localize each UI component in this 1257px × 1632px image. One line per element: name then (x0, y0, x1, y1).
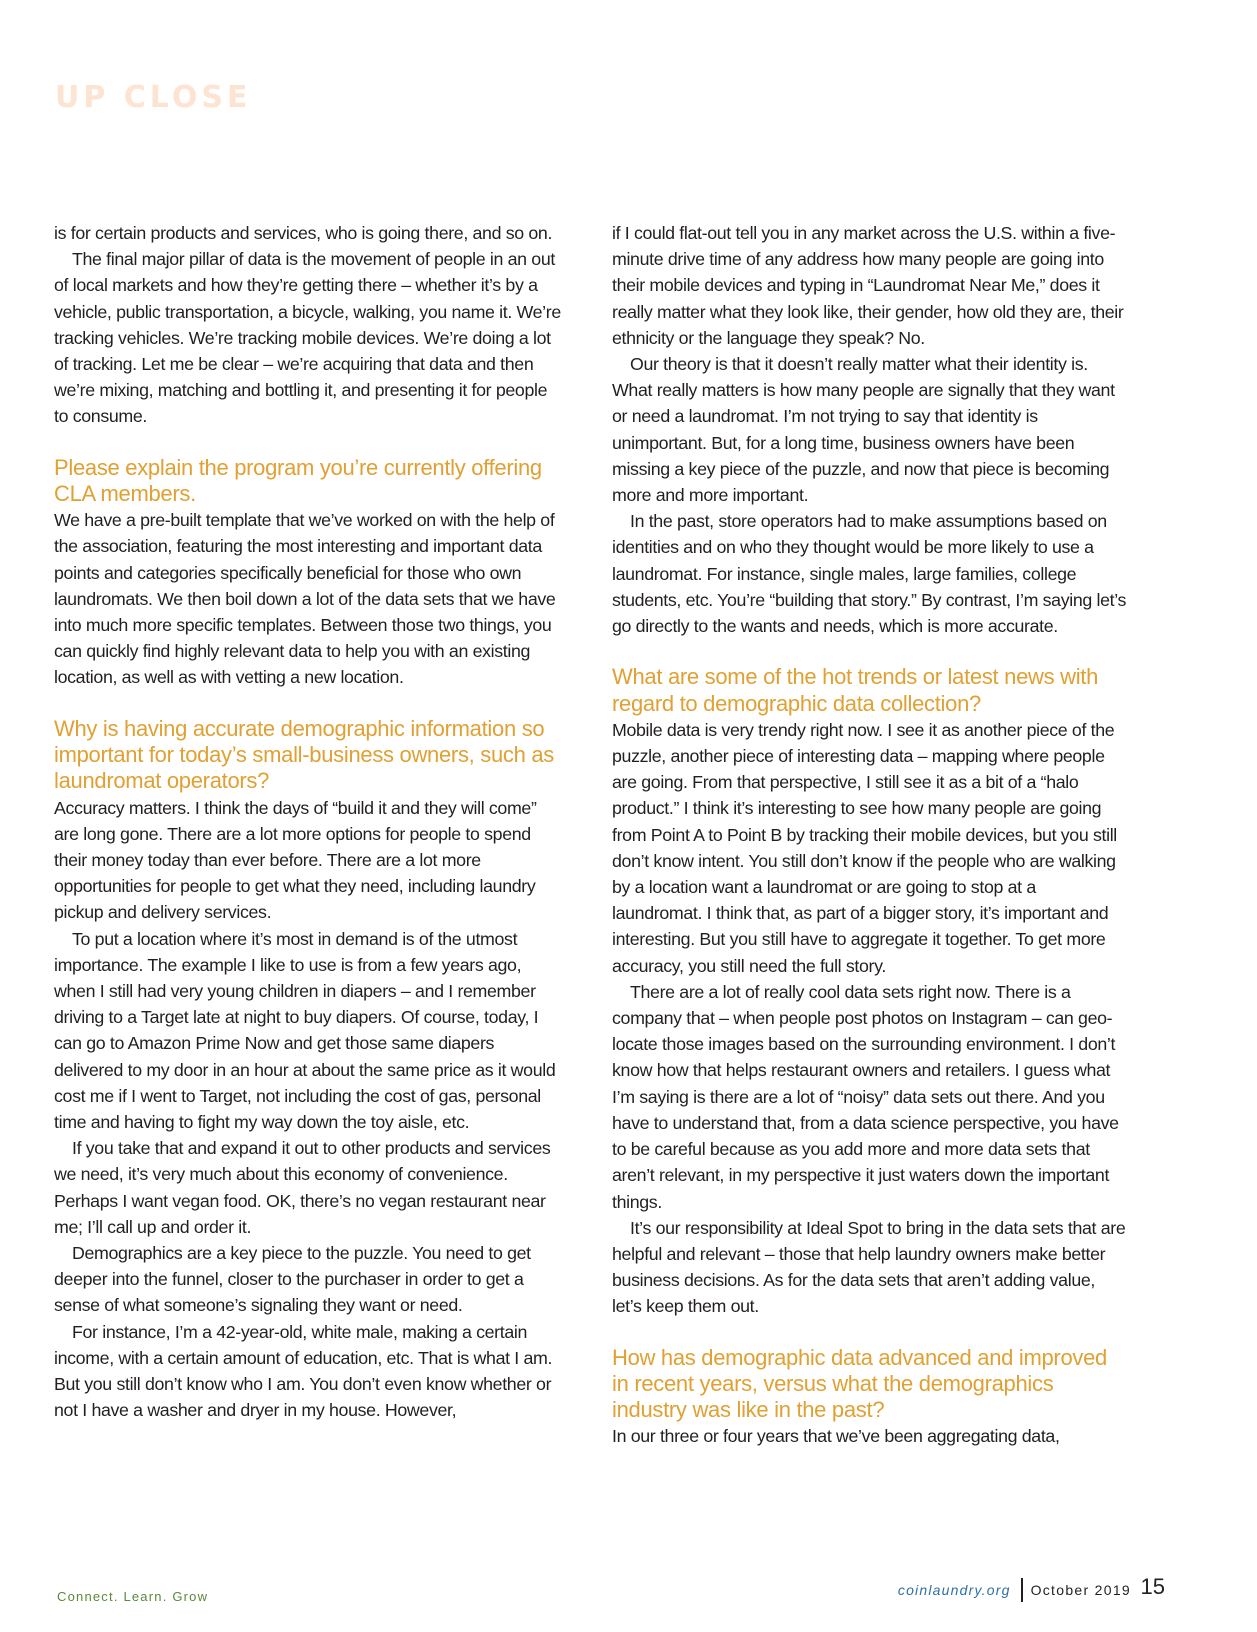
footer-tagline: Connect. Learn. Grow (57, 1589, 209, 1604)
body-paragraph: There are a lot of really cool data sets right now. There is a company that – when people post photos on Instagram – can geo-locate those images based on the surrounding environment. I don’t know how that helps restaurant owners and retailers. I guess what I’m saying is there are a lot of “noisy” data sets out there. And you have to understand that, from a data science perspective, you have to be careful because as you add more and more data sets that aren’t relevant, in my perspective it just waters down the important things. (612, 981, 1119, 1212)
footer-divider (1021, 1578, 1023, 1602)
footer-issue-info (898, 1578, 1131, 1602)
body-paragraph: if I could flat-out tell you in any market across the U.S. within a five-minute drive time of any address how many people are going into their mobile devices and typing in “Laundromat Near Me,” does it really matter what they look like, their gender, how old they are, their ethnicity or the language they speak? No. (612, 223, 1124, 348)
footer-issue-date: October 2019 (1030, 1582, 1131, 1598)
body-paragraph: In our three or four years that we’ve been aggregating data, (612, 1426, 1060, 1447)
right-column (612, 220, 1127, 1450)
body-paragraph: We have a pre-built template that we’ve worked on with the help of the association, featuring the most interesting and important data points and categories specifically beneficial for those who own laundromats. We then boil down a lot of the data sets that we have into much more specific templates. Between those two things, you can quickly find highly relevant data to help you with an existing location, as well as with vetting a new location. (54, 510, 556, 688)
section-heading: Why is having accurate demographic information so important for today’s small-business owners, such as laundromat operators? (54, 715, 554, 794)
body-paragraph: Accuracy matters. I think the days of “build it and they will come” are long gone. There are a lot more options for people to spend their money today than ever before. There are a lot more opportunities for people to get what they need, including laundry pickup and delivery services. (54, 797, 537, 923)
body-paragraph: To put a location where it’s most in demand is of the utmost importance. The example I like to use is from a few years ago, when I still had very young children in diapers – and I remember driving to a Target late at night to buy diapers. Of course, today, I can go to Amazon Prime Now and get those same diapers delivered to my door in an hour at about the same price as it would cost me if I went to Target, not including the cost of gas, personal time and having to fight my way down the toy aisle, etc. (54, 928, 556, 1132)
section-heading: What are some of the hot trends or latest news with regard to demographic data collection? (612, 664, 1099, 716)
body-paragraph: The final major pillar of data is the movement of people in an out of local markets and how they’re getting there – whether it’s by a vehicle, public transportation, a bicycle, walking, you name it. We’re tracking vehicles. We’re tracking mobile devices. We’re doing a lot of tracking. Let me be clear – we’re acquiring that data and then we’re mixing, matching and bottling it, and presenting it for people to consume. (54, 249, 561, 427)
body-paragraph: is for certain products and services, who is going there, and so on. (54, 223, 553, 243)
body-paragraph: For instance, I’m a 42-year-old, white male, making a certain income, with a certain amount of education, etc. That is what I am. But you still don’t know who I am. You don’t even know whether or not I have a washer and dryer in my house. However, (54, 1321, 553, 1421)
body-paragraph: Demographics are a key piece to the puzzle. You need to get deeper into the funnel, closer to the purchaser in order to get a sense of what someone’s signaling they want or need. (54, 1242, 531, 1316)
page-number: 15 (1140, 1574, 1165, 1599)
section-heading: How has demographic data advanced and improved in recent years, versus what the demographics industry was like in the past? (612, 1344, 1107, 1423)
left-column (54, 220, 564, 1423)
body-paragraph: It’s our responsibility at Ideal Spot to bring in the data sets that are helpful and relevant – those that help laundry owners make better business decisions. As for the data sets that aren’t adding value, let’s keep them out. (612, 1217, 1126, 1317)
body-paragraph: In the past, store operators had to make assumptions based on identities and on who they thought would be more likely to use a laundromat. For instance, single males, large families, college students, etc. You’re “building that story.” By contrast, I’m saying let’s go directly to the wants and needs, which is more accurate. (612, 511, 1127, 637)
footer-website[interactable]: coinlaundry.org (897, 1582, 1011, 1598)
body-paragraph: Our theory is that it doesn’t really matter what their identity is. What really matters is how many people are signally that they want or need a laundromat. I’m not trying to say that identity is unimportant. But, for a long time, business owners have been missing a key piece of the puzzle, and now that piece is becoming more and more important. (612, 354, 1115, 506)
body-paragraph: If you take that and expand it out to other products and services we need, it’s very much about this economy of convenience. Perhaps I want vegan food. OK, there’s no vegan restaurant near me; I’ll call up and order it. (54, 1138, 551, 1237)
section-label: UP CLOSE (55, 80, 252, 115)
section-heading: Please explain the program you’re currently offering CLA members. (54, 454, 542, 506)
body-paragraph: Mobile data is very trendy right now. I see it as another piece of the puzzle, another piece of interesting data – mapping where people are going. From that perspective, I still see it as a bit of a “halo product.” I think it’s interesting to see how many people are going from Point A to Point B by tracking their mobile devices, but you still don’t know intent. You still don’t know if the people who are walking by a location want a laundromat or are going to stop at a laundromat. I think that, as part of a bigger story, it’s important and interesting. But you still have to aggregate it together. To get more accuracy, you still need the full story. (612, 719, 1117, 976)
